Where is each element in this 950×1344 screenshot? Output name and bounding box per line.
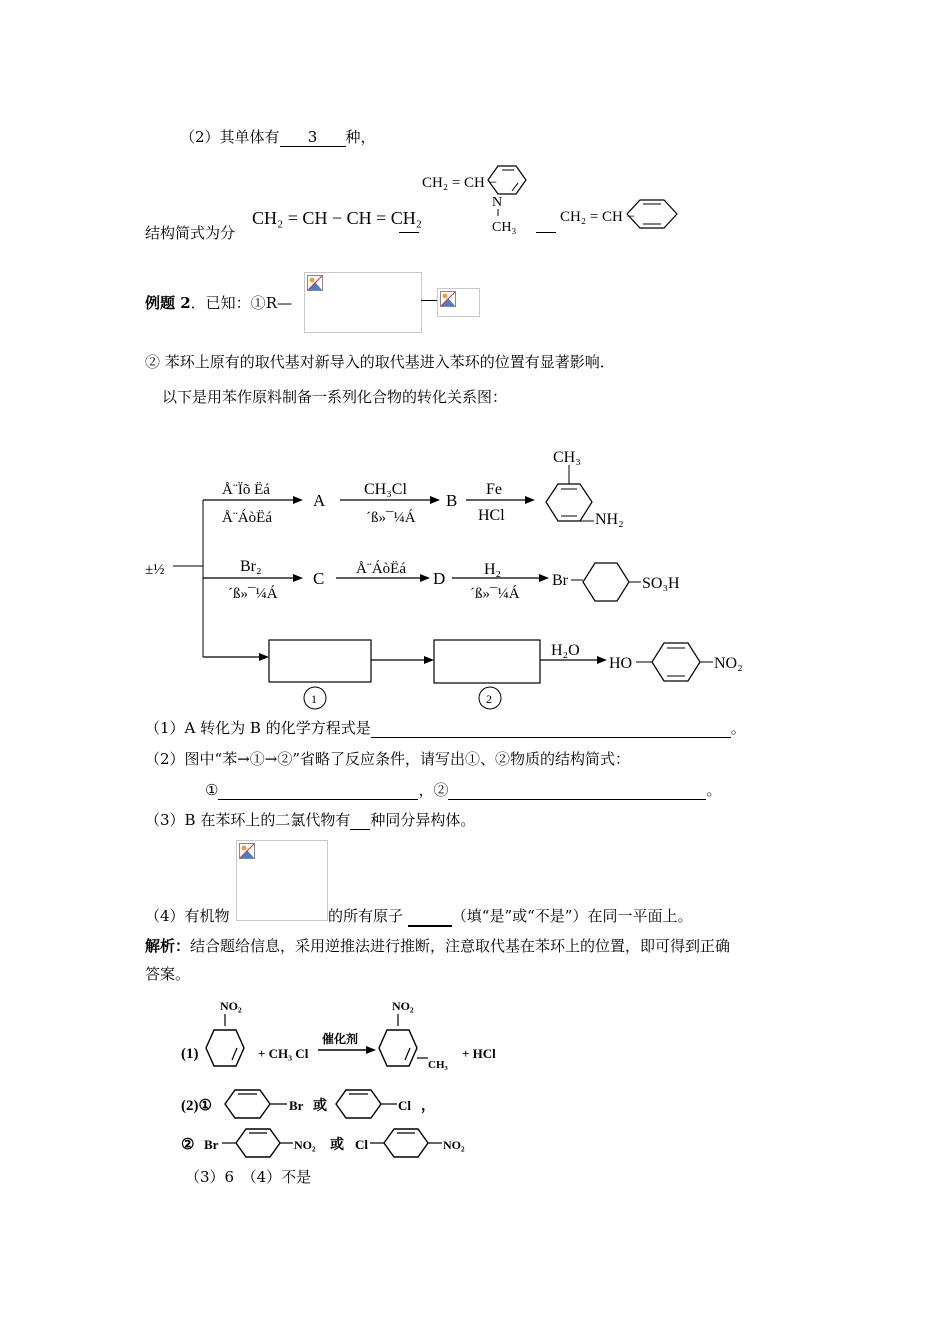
analysis-label: 解析： xyxy=(145,937,191,955)
broken-image-icon xyxy=(239,843,255,859)
compound-C: C xyxy=(313,569,325,588)
q2-end: 。 xyxy=(706,781,722,799)
ans1-no2-product: NO₂ xyxy=(392,999,414,1013)
question-2-blanks xyxy=(205,779,721,800)
ans3-or: 或 xyxy=(330,1138,344,1153)
ans3-br: Br xyxy=(204,1137,219,1152)
p3-nitro: NO₂ xyxy=(714,655,743,672)
p3-hydroxy: HO xyxy=(609,655,633,672)
ans1-label: (1) xyxy=(181,1046,199,1062)
example-2-r: R— xyxy=(265,294,292,312)
example-2-line xyxy=(145,292,292,313)
r3-top: Fe xyxy=(486,481,502,498)
compound-B: B xyxy=(446,491,458,510)
ans2-comma: ， xyxy=(421,1099,435,1114)
answer-image xyxy=(181,999,496,1157)
r1-top: Å¨Ïõ Ëá xyxy=(222,482,270,498)
r6-bottom: ´ß»¯¼Á xyxy=(470,586,520,602)
r4-top: Br₂ xyxy=(240,558,262,575)
vinyl-text-1: CH₂ = CH − xyxy=(422,175,498,191)
q3a-text: （3）B 在苯环上的二氯代物有 xyxy=(145,811,351,829)
example-2-intro: ．已知：① xyxy=(190,294,266,312)
p2-bromo: Br xyxy=(552,572,568,589)
r3-bottom: HCl xyxy=(478,507,505,524)
ans1-ch3: CH₃ xyxy=(428,1059,448,1071)
q4b-text: 的所有原子 xyxy=(328,907,404,925)
compound-A: A xyxy=(313,491,326,510)
q2-prefix: （2）其单体有 xyxy=(180,128,280,146)
q2-answer: 3 xyxy=(280,128,346,147)
r2-top: CH₃Cl xyxy=(364,481,407,498)
analysis-line-1 xyxy=(145,935,730,956)
example-2-title: 例题 2 xyxy=(145,294,191,312)
r7-top: H₂O xyxy=(551,642,580,659)
ans3-label: ② xyxy=(181,1137,195,1153)
toluidine-ring xyxy=(546,484,592,521)
bond-line xyxy=(421,300,437,301)
question-2: （2）图中“苯→①→②”省略了反应条件，请写出①、②物质的结构简式： xyxy=(145,750,631,768)
ans3-cl: Cl xyxy=(355,1137,368,1152)
p1-amino: NH₂ xyxy=(595,511,624,528)
r2-bottom: ´ß»¯¼Á xyxy=(366,510,416,526)
q2-suffix: 种， xyxy=(345,128,376,146)
ans1-catalyst: 催化剂 xyxy=(322,1032,359,1046)
p1-methyl: CH₃ xyxy=(553,449,581,466)
q4c-text: （填“是”或“不是”）在同一平面上。 xyxy=(451,907,693,925)
blank-box-1 xyxy=(269,640,371,682)
info-line-2: ② 苯环上原有的取代基对新导入的取代基进入苯环的位置有显著影响． xyxy=(145,353,615,371)
nitrophenol-ring xyxy=(652,643,700,681)
ans3-no2-b: NO₂ xyxy=(443,1138,465,1152)
butadiene-formula: CH₂ = CH − CH = CH₂ xyxy=(252,208,423,228)
q3b-text: 种同分异构体。 xyxy=(370,811,476,829)
analysis-text-1: 结合题给信息，采用逆推法进行推断，注意取代基在苯环上的位置，即可得到正确 xyxy=(190,937,731,955)
compound-D: D xyxy=(433,569,446,588)
blank-box-2 xyxy=(434,640,540,683)
broken-image-2 xyxy=(437,288,480,317)
q3-blank xyxy=(350,811,370,830)
r1-bottom: Å¨ÁòËá xyxy=(222,510,272,526)
q1-end: 。 xyxy=(730,719,746,737)
pyridine-n: N xyxy=(492,195,503,210)
ans1-reagent: + CH₃ Cl xyxy=(258,1046,309,1061)
question-4-rest xyxy=(328,905,692,927)
cyclohexane-ring xyxy=(583,563,629,601)
ans2-br: Br xyxy=(289,1098,304,1113)
final-answers: （3）6 （4）不是 xyxy=(185,1168,312,1186)
q4-blank xyxy=(408,907,452,927)
q2a-label: ① xyxy=(205,781,219,799)
ans2-or: 或 xyxy=(313,1099,327,1114)
ans3-no2-a: NO₂ xyxy=(294,1138,316,1152)
ans1-hcl: + HCl xyxy=(462,1046,496,1061)
question-4-start: （4）有机物 xyxy=(145,907,230,925)
analysis-line-2: 答案。 xyxy=(145,965,191,983)
broken-image-icon xyxy=(307,275,323,291)
ans2-label: (2)① xyxy=(181,1098,212,1114)
p2-sulfo: SO₃H xyxy=(642,575,680,592)
ans1-no2: NO₂ xyxy=(220,999,242,1013)
broken-image-1 xyxy=(304,272,422,333)
info-line-3: 以下是用苯作原料制备一系列化合物的转化关系图： xyxy=(162,388,508,406)
question-3 xyxy=(145,809,475,830)
ans1-ring-a xyxy=(206,1030,244,1066)
circle-num-2: 2 xyxy=(486,692,492,706)
r5-top: Å¨ÁòËá xyxy=(356,561,406,577)
start-benzene-garbled: ±½ xyxy=(145,562,165,578)
broken-image-3 xyxy=(236,840,328,921)
q1-text: （1）A 转化为 B 的化学方程式是 xyxy=(145,719,371,737)
r4-bottom: ´ß»¯¼Á xyxy=(228,586,278,602)
methyl-n-text: CH₃ xyxy=(492,220,517,235)
q2b-label: ，② xyxy=(418,781,449,799)
ans2-cl: Cl xyxy=(398,1098,411,1113)
q1-blank xyxy=(371,719,731,738)
r6-top: H₂ xyxy=(484,561,502,578)
q2b-blank xyxy=(448,781,706,800)
vinyl-text-2: CH₂ = CH − xyxy=(560,209,636,225)
ans1-ring-b xyxy=(379,1030,417,1066)
broken-image-icon xyxy=(440,291,456,307)
question-1 xyxy=(145,717,746,738)
circle-num-1: 1 xyxy=(311,692,317,706)
struct-label: 结构简式为分 xyxy=(145,224,236,242)
q2a-blank xyxy=(218,781,418,800)
